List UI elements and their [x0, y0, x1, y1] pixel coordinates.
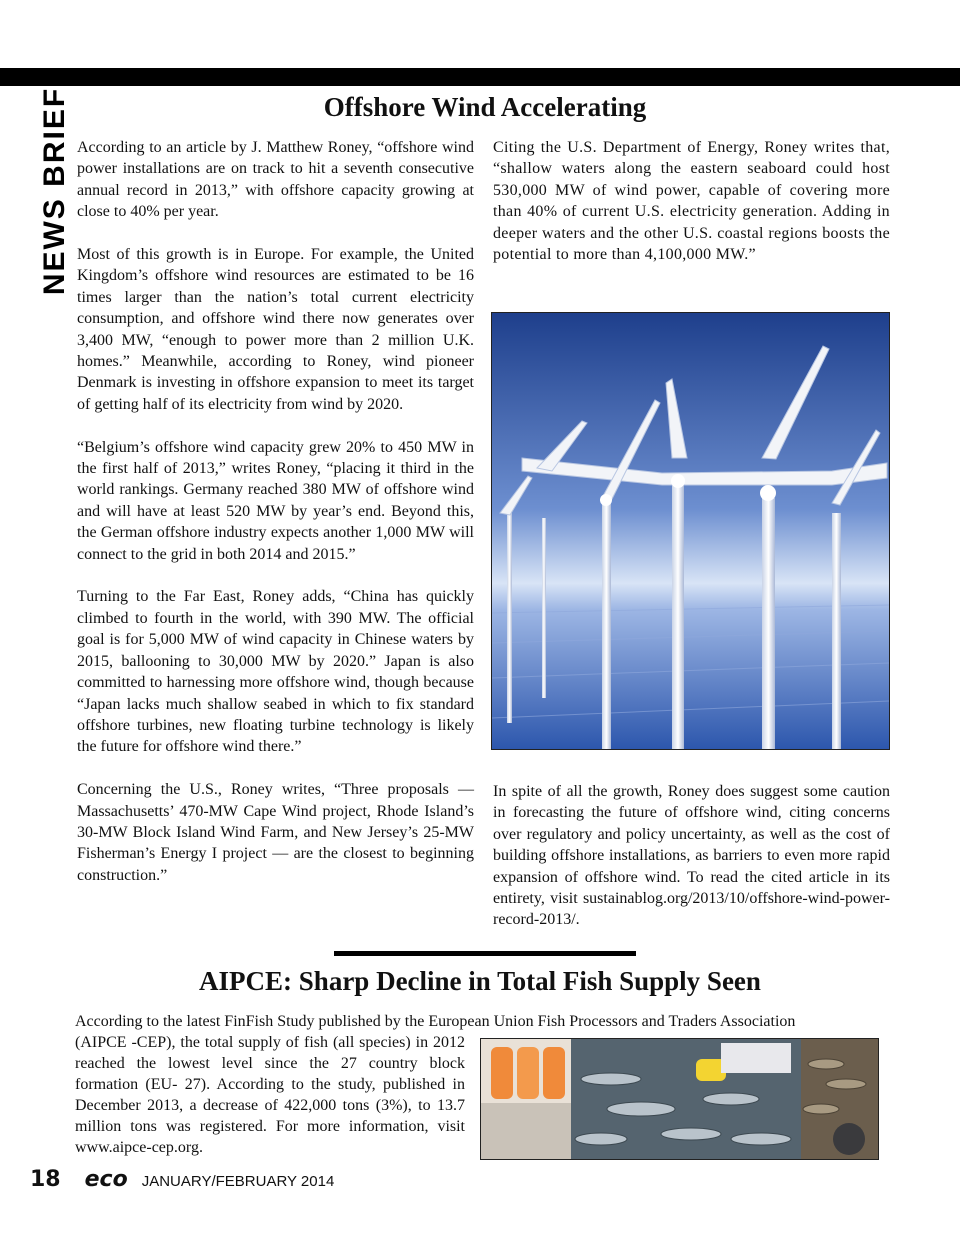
- article-title-offshore-wind: Offshore Wind Accelerating: [323, 92, 647, 122]
- issue-date: JANUARY/FEBRUARY 2014: [141, 1173, 335, 1190]
- paragraph: “Belgium’s offshore wind capacity grew 20% to 450 MW in the first half of 2013,” writes Roney, “placing it third in the world rankings. Germany reached 380 MW of offshore wind and will have at least 520 MW by year’s end. Beyond this, the German offshore industry expects another 1,000 MW will connect to the grid in both 2014 and 2015.”: [77, 438, 474, 563]
- paragraph: In spite of all the growth, Roney does suggest some caution in forecasting the future of offshore wind, citing concerns over regulatory and policy uncertainty, as well as the cost of building offshore installations, as barriers to even more rapid expansion of offshore wind. To read the cited article in its entirety, visit sustainablog.org/2013/10/offshore-wind-power-record-2013/.: [493, 783, 890, 929]
- header-rule: [40, 68, 960, 86]
- paragraph: According to an article by J. Matthew Roney, “offshore wind power installations are on track to hit a seventh consecutive annual record in 2013,” with offshore capacity growing at close to 40% per year.: [77, 139, 474, 221]
- article-left-column: [77, 137, 474, 908]
- article-title-aipce: AIPCE: Sharp Decline in Total Fish Supply Seen: [199, 966, 761, 996]
- paragraph: Citing the U.S. Department of Energy, Roney writes that, “shallow waters along the eastern seaboard could host 530,000 MW of wind power, capable of covering more than 40% of current U.S. electricity generation. Adding in deeper waters and the other U.S. coastal regions boosts the potential to more than 4,100,000 MW.”: [493, 139, 890, 264]
- fish-processing-photo: [480, 1038, 879, 1160]
- magazine-logo: eco: [84, 1167, 128, 1192]
- paragraph: Turning to the Far East, Roney adds, “China has quickly climbed to fourth in the world, with 390 MW. The official goal is for 5,000 MW of wind capacity in Chinese waters by 2015, ballooning to 30,000 MW by 2020.” Japan is also committed to harnessing more offshore wind, though because “Japan lacks much shallow seabed in which to fix standard offshore turbines, new floating turbine technology is likely the future for offshore wind there.”: [77, 588, 474, 756]
- aipce-paragraph: (AIPCE -CEP), the total supply of fish (all species) in 2012 reached the lowest level since the 27 country block formation (EU- 27). According to the study, published in December 2013, a decrease of 422,000 tons (3%), to 13.7 million tons was registered. For more information, visit www.aipce-cep.org.: [75, 1034, 465, 1156]
- header-rule-left: [0, 68, 40, 86]
- fish-collage-illustration: [481, 1039, 878, 1159]
- section-label: NEWS BRIEFS: [38, 64, 72, 296]
- paragraph: Concerning the U.S., Roney writes, “Three proposals — Massachusetts’ 470-MW Cape Wind project, Rhode Island’s 30-MW Block Island Wind Farm, and New Jersey’s 25-MW Fisherman’s Energy I project — are the closest to beginning construction.”: [77, 781, 474, 884]
- section-tab: [38, 40, 72, 320]
- article-divider: [334, 951, 636, 956]
- offshore-wind-turbines-photo: [491, 312, 890, 750]
- wind-turbines-illustration: [492, 313, 889, 749]
- article-right-column-top: [493, 137, 890, 287]
- aipce-first-line: According to the latest FinFish Study published by the European Union Fish Processors and Traders Association: [75, 1013, 796, 1030]
- page-number: 18: [30, 1167, 61, 1192]
- article-right-column-bottom: [493, 781, 890, 952]
- paragraph: Most of this growth is in Europe. For example, the United Kingdom’s offshore wind resources are estimated to be 16 times larger than the nation’s total current electricity consumption, and offshore wind there now generates over 3,400 MW, “enough to power more than 2 million U.K. homes.” Meanwhile, according to Roney, wind pioneer Denmark is investing in offshore expansion to meet its target of getting half of its electricity from wind by 2020.: [77, 246, 474, 413]
- page-footer: [30, 1167, 334, 1192]
